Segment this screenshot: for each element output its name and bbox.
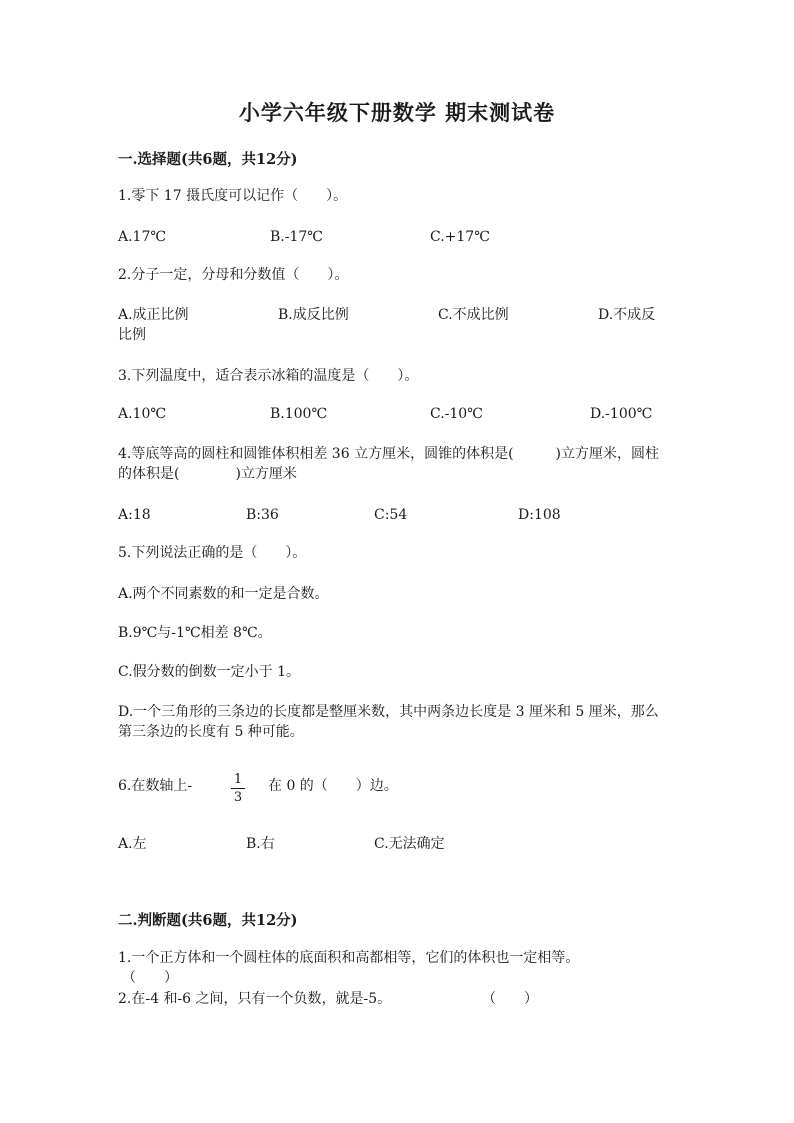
judgement-1-stem: 1.一个正方体和一个圆柱体的底面积和高都相等，它们的体积也一定相等。 bbox=[118, 950, 580, 966]
question-4-option-a: A:18 bbox=[118, 507, 151, 523]
question-1-option-a: A.17℃ bbox=[118, 229, 167, 245]
question-3-option-d: D.-100℃ bbox=[590, 406, 653, 422]
question-2-stem: 2.分子一定，分母和分数值（ ）。 bbox=[118, 267, 349, 283]
question-3-option-b: B.100℃ bbox=[270, 406, 328, 422]
question-1-option-b: B.-17℃ bbox=[270, 229, 323, 245]
question-5-stem: 5.下列说法正确的是（ ）。 bbox=[118, 545, 307, 561]
question-6-stem-before: 6.在数轴上- bbox=[118, 778, 193, 794]
question-2-option-c: C.不成比例 bbox=[438, 307, 509, 323]
question-5-option-c: C.假分数的倒数一定小于 1。 bbox=[118, 664, 301, 680]
fraction-bar bbox=[231, 788, 245, 789]
question-2-option-b: B.成反比例 bbox=[278, 307, 349, 323]
judgement-1-answer-paren: （ ） bbox=[122, 970, 178, 986]
judgement-2-answer-paren: （ ） bbox=[482, 991, 538, 1007]
section-heading-judgement: 二.判断题(共6题，共12分) bbox=[118, 912, 298, 929]
question-3-stem: 3.下列温度中，适合表示冰箱的温度是（ ）。 bbox=[118, 368, 419, 384]
question-5-option-d: D.一个三角形的三条边的长度都是整厘米数，其中两条边长度是 3 厘米和 5 厘米，那么第三条边的长度有 5 种可能。 bbox=[118, 704, 659, 740]
question-2-option-a: A.成正比例 bbox=[118, 307, 189, 323]
page-title: 小学六年级下册数学 期末测试卷 bbox=[238, 100, 556, 125]
question-1-option-c: C.+17℃ bbox=[430, 229, 490, 245]
question-6-option-b: B.右 bbox=[246, 836, 275, 852]
question-6-option-a: A.左 bbox=[118, 836, 147, 852]
question-4-option-d: D:108 bbox=[518, 507, 561, 523]
question-4-option-c: C:54 bbox=[374, 507, 408, 523]
judgement-2-stem: 2.在-4 和-6 之间，只有一个负数，就是-5。 bbox=[118, 991, 392, 1007]
question-6-option-c: C.无法确定 bbox=[374, 836, 445, 852]
question-6-stem-after: 在 0 的（ ）边。 bbox=[268, 778, 398, 794]
question-5-option-a: A.两个不同素数的和一定是合数。 bbox=[118, 586, 329, 602]
question-4-option-b: B:36 bbox=[246, 507, 279, 523]
question-5-option-b: B.9℃与-1℃相差 8℃。 bbox=[118, 625, 272, 641]
fraction-numerator: 1 bbox=[233, 772, 243, 787]
question-3-option-a: A.10℃ bbox=[118, 406, 167, 422]
question-1-stem: 1.零下 17 摄氏度可以记作（ ）。 bbox=[118, 188, 348, 204]
section-heading-choice: 一.选择题(共6题，共12分) bbox=[118, 151, 298, 168]
question-2-option-d: D.不成反 bbox=[598, 307, 656, 323]
fraction-denominator: 3 bbox=[233, 790, 243, 805]
question-2-option-d-wrap: 比例 bbox=[118, 327, 146, 343]
question-3-option-c: C.-10℃ bbox=[430, 406, 483, 422]
question-4-stem: 4.等底等高的圆柱和圆锥体积相差 36 立方厘米，圆锥的体积是( )立方厘米，圆柱的体积是( )立方厘米 bbox=[118, 446, 659, 482]
fraction-one-third bbox=[231, 772, 245, 805]
